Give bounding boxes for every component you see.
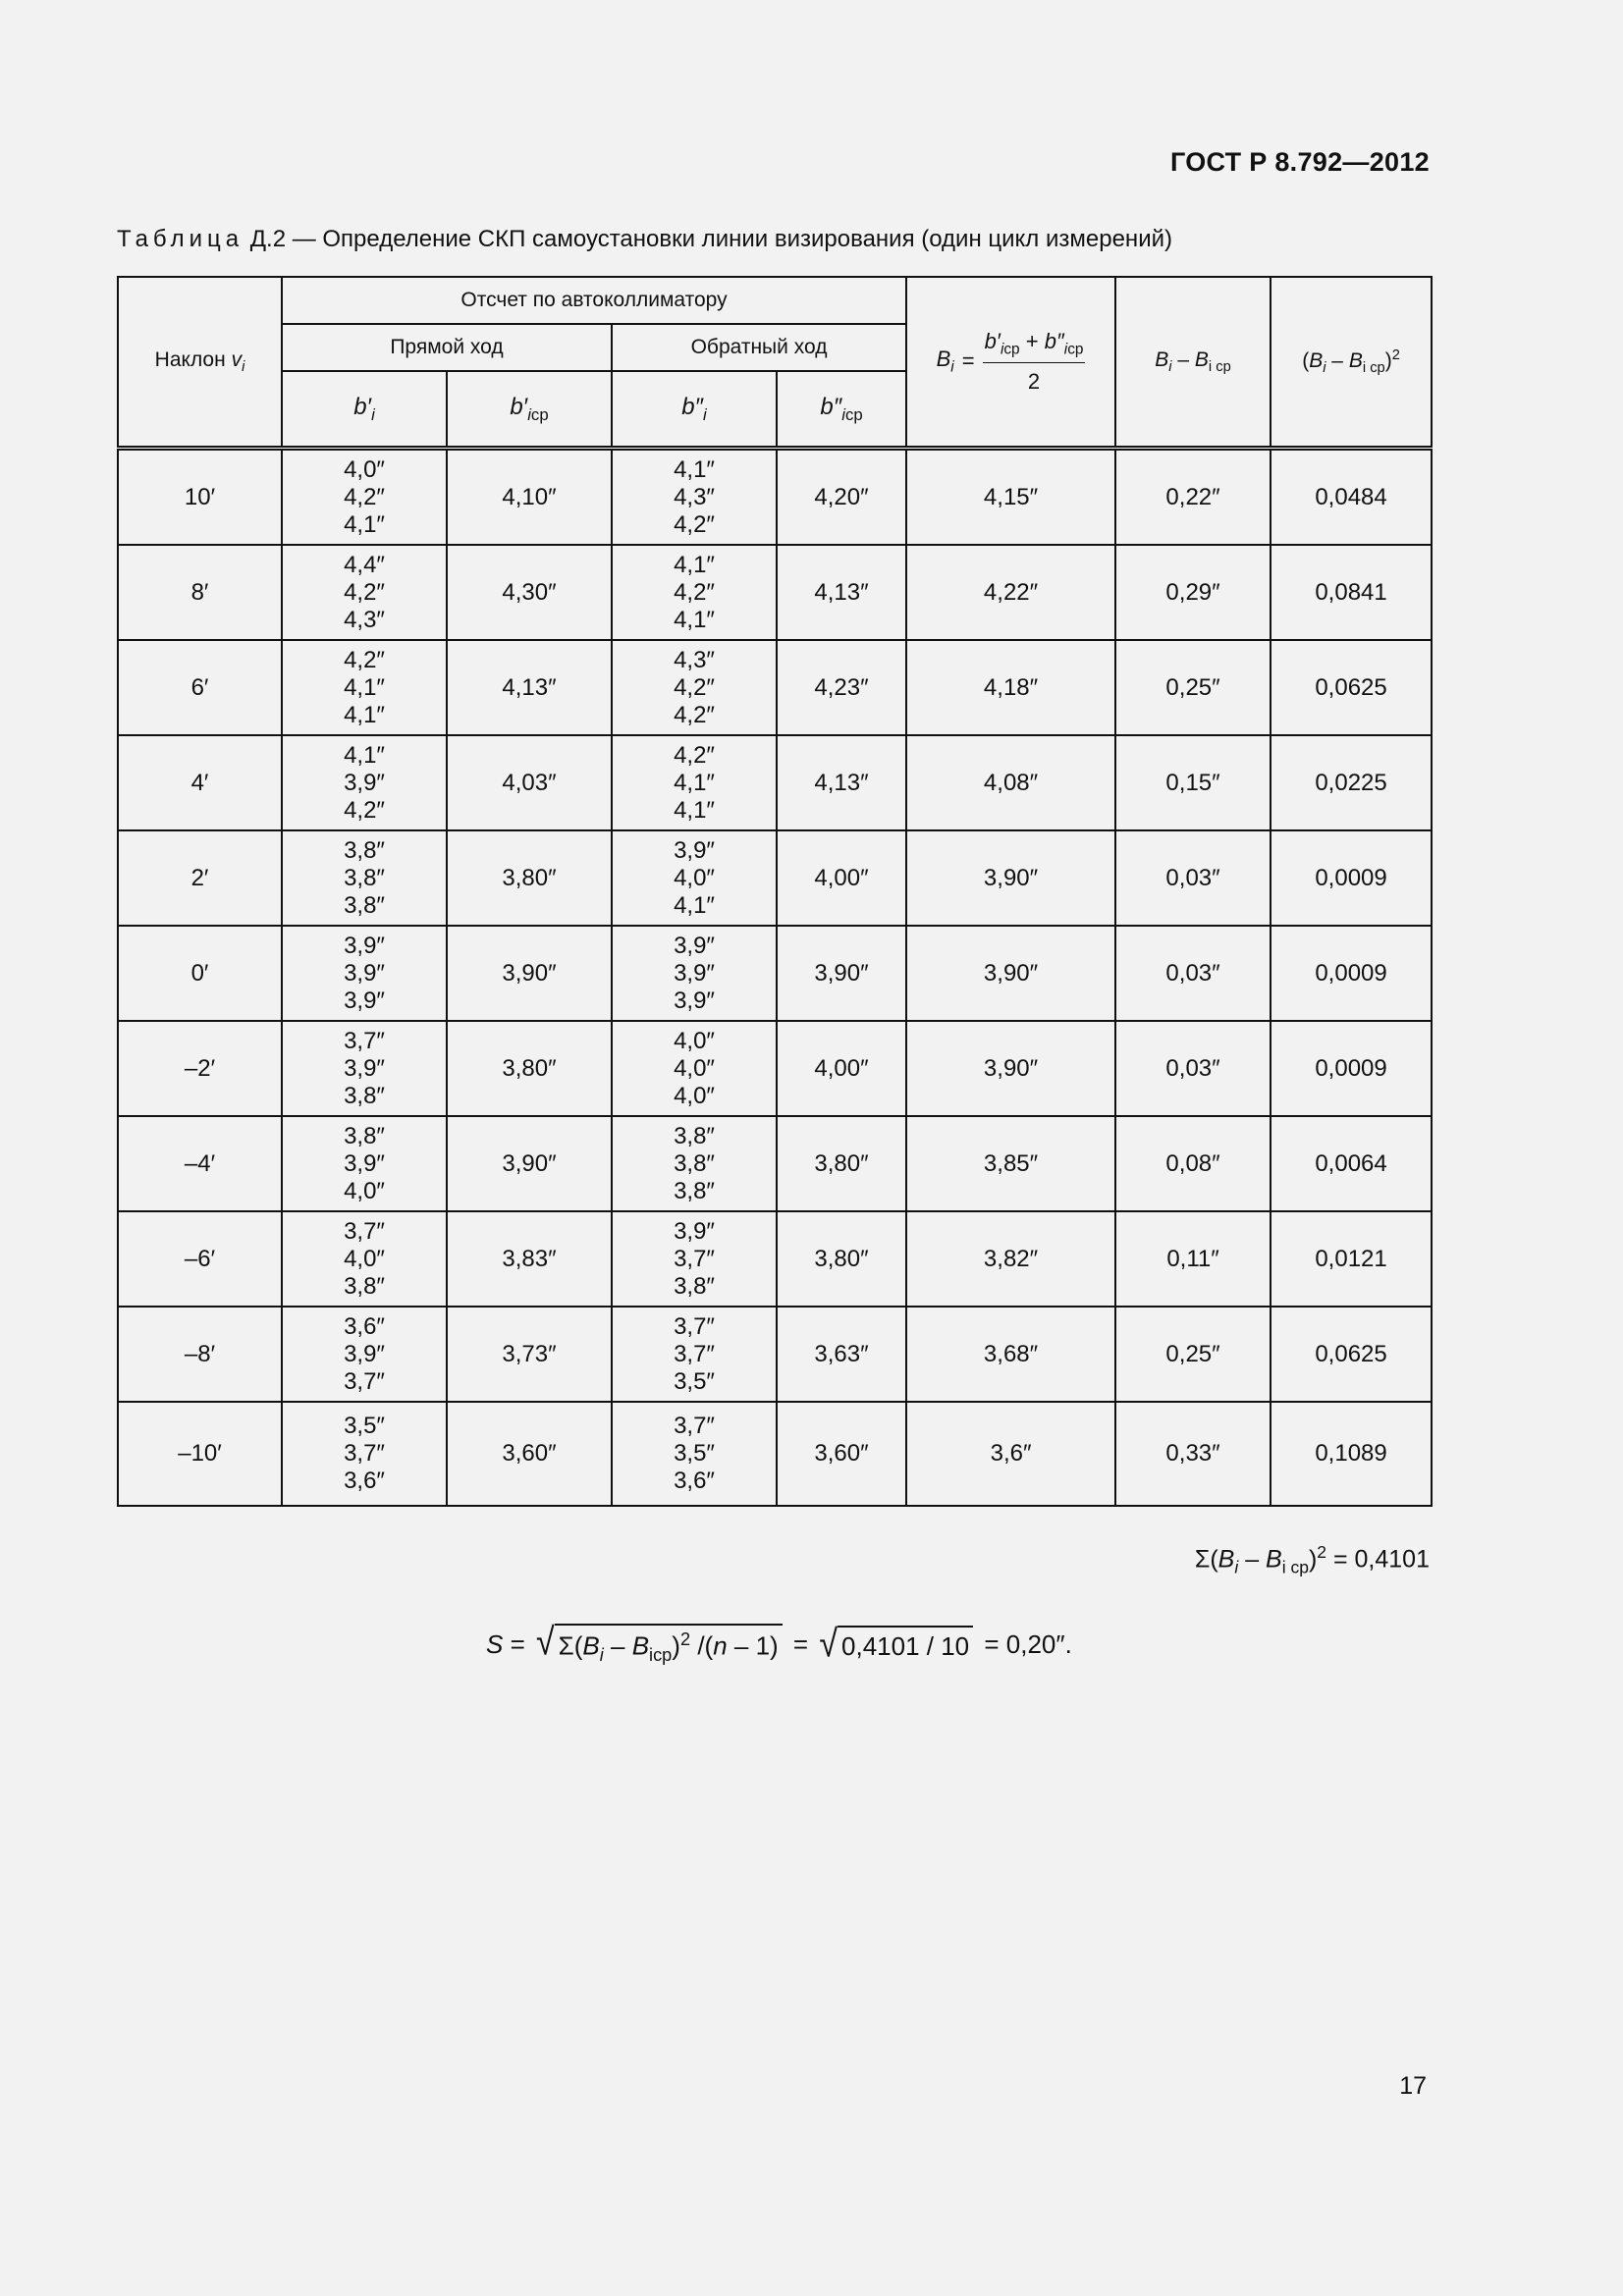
cell-bi: 4,22″ bbox=[906, 545, 1115, 640]
cell-b-prime-readings bbox=[282, 449, 447, 546]
cell-diff: 0,33″ bbox=[1115, 1402, 1271, 1506]
cell-bi: 3,85″ bbox=[906, 1116, 1115, 1211]
cell-b-dprime-avg: 4,13″ bbox=[777, 545, 906, 640]
reading-value: 3,5″ bbox=[674, 1440, 715, 1467]
cell-bi: 4,15″ bbox=[906, 449, 1115, 546]
reading-value: 4,3″ bbox=[674, 483, 715, 510]
cell-b-dprime-readings bbox=[612, 640, 777, 735]
table-caption bbox=[117, 226, 1172, 253]
reading-value: 4,0″ bbox=[344, 1177, 385, 1204]
reading-value: 3,8″ bbox=[344, 891, 385, 919]
reading-value: 3,7″ bbox=[674, 1413, 715, 1439]
table-row bbox=[118, 1116, 1432, 1211]
reading-value: 4,1″ bbox=[344, 701, 385, 728]
reading-value: 3,6″ bbox=[344, 1312, 385, 1340]
cell-b-prime-readings bbox=[282, 545, 447, 640]
cell-b-dprime-avg: 4,00″ bbox=[777, 830, 906, 926]
cell-b-dprime-readings bbox=[612, 545, 777, 640]
standard-header: ГОСТ Р 8.792—2012 bbox=[1169, 147, 1430, 177]
cell-b-prime-readings bbox=[282, 830, 447, 926]
reading-value: 4,1″ bbox=[674, 796, 715, 824]
table-row bbox=[118, 1402, 1432, 1506]
cell-squared: 0,0121 bbox=[1271, 1211, 1432, 1307]
cell-bi: 3,6″ bbox=[906, 1402, 1115, 1506]
cell-b-prime-readings bbox=[282, 735, 447, 830]
reading-value: 4,1″ bbox=[674, 891, 715, 919]
reading-value: 3,9″ bbox=[674, 987, 715, 1014]
header-bi-formula: $B_i$ = $\frac{b'_{iср} + b''_{iср}}{2}$ bbox=[906, 277, 1115, 449]
cell-b-prime-readings bbox=[282, 1211, 447, 1307]
table-row bbox=[118, 640, 1432, 735]
cell-squared: 0,0009 bbox=[1271, 830, 1432, 926]
cell-b-prime-readings bbox=[282, 1021, 447, 1116]
s-formula: S = √ $\Sigma(B_i - B_{iср})^2$ /(n – 1) = √ 0,4101 / 10 = 0,20″. bbox=[486, 1620, 1072, 1667]
header-squared: $(B_i - B_{i ср})^2$ bbox=[1271, 277, 1432, 449]
reading-value: 3,8″ bbox=[344, 1122, 385, 1149]
cell-squared: 0,0064 bbox=[1271, 1116, 1432, 1211]
reading-value: 3,6″ bbox=[674, 1468, 715, 1494]
cell-tilt: –4′ bbox=[118, 1116, 282, 1211]
cell-b-prime-avg: 3,90″ bbox=[447, 1116, 612, 1211]
reading-value: 3,7″ bbox=[674, 1312, 715, 1340]
cell-squared: 0,0009 bbox=[1271, 926, 1432, 1021]
radical-2: √ 0,4101 / 10 bbox=[819, 1626, 973, 1663]
header-b-dprime-avg: $b''_{iср}$ bbox=[777, 371, 906, 449]
table-row bbox=[118, 1211, 1432, 1307]
reading-value: 3,8″ bbox=[344, 836, 385, 864]
caption-word: Таблица bbox=[117, 226, 244, 252]
cell-b-prime-readings bbox=[282, 1116, 447, 1211]
cell-b-prime-readings bbox=[282, 1402, 447, 1506]
sum-of-squares: $\Sigma(B_i - B_{i ср})^2 = 0,4101$ bbox=[1194, 1542, 1430, 1577]
cell-tilt: 8′ bbox=[118, 545, 282, 640]
reading-value: 3,9″ bbox=[674, 836, 715, 864]
header-tilt: Наклон $v_i$ bbox=[118, 277, 282, 449]
cell-b-dprime-readings bbox=[612, 1211, 777, 1307]
table-row bbox=[118, 1021, 1432, 1116]
cell-tilt: –8′ bbox=[118, 1307, 282, 1402]
reading-value: 3,7″ bbox=[344, 1027, 385, 1054]
cell-diff: 0,22″ bbox=[1115, 449, 1271, 546]
cell-b-dprime-readings bbox=[612, 1116, 777, 1211]
cell-diff: 0,03″ bbox=[1115, 830, 1271, 926]
reading-value: 3,9″ bbox=[344, 1054, 385, 1082]
cell-b-dprime-readings bbox=[612, 449, 777, 546]
reading-value: 3,8″ bbox=[344, 1272, 385, 1300]
cell-diff: 0,08″ bbox=[1115, 1116, 1271, 1211]
header-b-prime: $b'_i$ bbox=[282, 371, 447, 449]
cell-b-prime-readings bbox=[282, 640, 447, 735]
table-row bbox=[118, 545, 1432, 640]
cell-bi: 3,68″ bbox=[906, 1307, 1115, 1402]
cell-squared: 0,0009 bbox=[1271, 1021, 1432, 1116]
header-autocollimator: Отсчет по автоколлиматору bbox=[282, 277, 906, 324]
reading-value: 4,2″ bbox=[674, 673, 715, 701]
cell-b-dprime-avg: 3,60″ bbox=[777, 1402, 906, 1506]
reading-value: 4,2″ bbox=[344, 646, 385, 673]
cell-b-prime-avg: 3,90″ bbox=[447, 926, 612, 1021]
page-number: 17 bbox=[1399, 2072, 1427, 2100]
cell-diff: 0,15″ bbox=[1115, 735, 1271, 830]
reading-value: 4,1″ bbox=[674, 551, 715, 578]
reading-value: 3,8″ bbox=[344, 1082, 385, 1109]
reading-value: 3,9″ bbox=[344, 932, 385, 959]
cell-b-dprime-avg: 4,23″ bbox=[777, 640, 906, 735]
reading-value: 3,6″ bbox=[344, 1468, 385, 1494]
reading-value: 4,1″ bbox=[674, 769, 715, 796]
cell-tilt: 4′ bbox=[118, 735, 282, 830]
cell-b-dprime-avg: 3,80″ bbox=[777, 1211, 906, 1307]
cell-tilt: 10′ bbox=[118, 449, 282, 546]
reading-value: 3,7″ bbox=[344, 1440, 385, 1467]
radical-1: √ $\Sigma(B_i - B_{iср})^2$ /(n – 1) bbox=[536, 1624, 783, 1666]
cell-squared: 0,0625 bbox=[1271, 640, 1432, 735]
cell-b-prime-avg: 4,10″ bbox=[447, 449, 612, 546]
reading-value: 4,1″ bbox=[344, 510, 385, 538]
cell-b-dprime-readings bbox=[612, 1402, 777, 1506]
reading-value: 3,5″ bbox=[674, 1367, 715, 1395]
table-row bbox=[118, 735, 1432, 830]
cell-b-prime-avg: 4,30″ bbox=[447, 545, 612, 640]
cell-diff: 0,03″ bbox=[1115, 926, 1271, 1021]
reading-value: 3,5″ bbox=[344, 1413, 385, 1439]
cell-b-prime-avg: 3,60″ bbox=[447, 1402, 612, 1506]
cell-tilt: 6′ bbox=[118, 640, 282, 735]
cell-squared: 0,0625 bbox=[1271, 1307, 1432, 1402]
cell-b-dprime-avg: 4,20″ bbox=[777, 449, 906, 546]
reading-value: 3,7″ bbox=[674, 1245, 715, 1272]
cell-squared: 0,1089 bbox=[1271, 1402, 1432, 1506]
cell-b-dprime-avg: 4,13″ bbox=[777, 735, 906, 830]
reading-value: 3,8″ bbox=[674, 1122, 715, 1149]
cell-b-dprime-avg: 3,80″ bbox=[777, 1116, 906, 1211]
cell-diff: 0,11″ bbox=[1115, 1211, 1271, 1307]
cell-b-prime-avg: 3,80″ bbox=[447, 1021, 612, 1116]
reading-value: 4,1″ bbox=[344, 741, 385, 769]
reading-value: 4,2″ bbox=[344, 483, 385, 510]
reading-value: 4,2″ bbox=[674, 510, 715, 538]
reading-value: 3,9″ bbox=[344, 1149, 385, 1177]
reading-value: 3,8″ bbox=[674, 1272, 715, 1300]
cell-b-dprime-readings bbox=[612, 926, 777, 1021]
reading-value: 3,7″ bbox=[674, 1340, 715, 1367]
reading-value: 4,2″ bbox=[674, 578, 715, 606]
cell-b-prime-avg: 3,80″ bbox=[447, 830, 612, 926]
reading-value: 4,1″ bbox=[674, 455, 715, 483]
reading-value: 3,7″ bbox=[344, 1217, 385, 1245]
cell-b-prime-avg: 4,13″ bbox=[447, 640, 612, 735]
cell-b-dprime-avg: 3,90″ bbox=[777, 926, 906, 1021]
reading-value: 4,2″ bbox=[674, 701, 715, 728]
cell-squared: 0,0841 bbox=[1271, 545, 1432, 640]
reading-value: 4,0″ bbox=[674, 1027, 715, 1054]
cell-bi: 3,90″ bbox=[906, 926, 1115, 1021]
caption-text: Д.2 — Определение СКП самоустановки линии визирования (один цикл измерений) bbox=[249, 226, 1172, 252]
reading-value: 4,4″ bbox=[344, 551, 385, 578]
table-row bbox=[118, 926, 1432, 1021]
cell-b-prime-avg: 3,83″ bbox=[447, 1211, 612, 1307]
header-forward: Прямой ход bbox=[282, 324, 612, 371]
cell-b-dprime-readings bbox=[612, 735, 777, 830]
cell-b-dprime-readings bbox=[612, 1307, 777, 1402]
reading-value: 3,9″ bbox=[344, 959, 385, 987]
cell-tilt: –2′ bbox=[118, 1021, 282, 1116]
cell-b-prime-readings bbox=[282, 1307, 447, 1402]
cell-bi: 3,90″ bbox=[906, 1021, 1115, 1116]
reading-value: 4,2″ bbox=[344, 578, 385, 606]
cell-b-dprime-avg: 3,63″ bbox=[777, 1307, 906, 1402]
reading-value: 3,9″ bbox=[674, 1217, 715, 1245]
cell-bi: 4,08″ bbox=[906, 735, 1115, 830]
cell-squared: 0,0225 bbox=[1271, 735, 1432, 830]
reading-value: 3,9″ bbox=[674, 959, 715, 987]
cell-tilt: –10′ bbox=[118, 1402, 282, 1506]
cell-bi: 3,82″ bbox=[906, 1211, 1115, 1307]
reading-value: 3,9″ bbox=[344, 987, 385, 1014]
reading-value: 3,8″ bbox=[674, 1177, 715, 1204]
cell-bi: 3,90″ bbox=[906, 830, 1115, 926]
reading-value: 4,3″ bbox=[344, 606, 385, 633]
cell-diff: 0,29″ bbox=[1115, 545, 1271, 640]
table-row bbox=[118, 449, 1432, 546]
reading-value: 3,8″ bbox=[674, 1149, 715, 1177]
cell-tilt: 2′ bbox=[118, 830, 282, 926]
cell-b-prime-readings bbox=[282, 926, 447, 1021]
reading-value: 3,7″ bbox=[344, 1367, 385, 1395]
table-row bbox=[118, 1307, 1432, 1402]
cell-diff: 0,25″ bbox=[1115, 640, 1271, 735]
cell-diff: 0,25″ bbox=[1115, 1307, 1271, 1402]
header-diff: $B_i - B_{i ср}$ bbox=[1115, 277, 1271, 449]
reading-value: 3,8″ bbox=[344, 864, 385, 891]
header-backward: Обратный ход bbox=[612, 324, 906, 371]
reading-value: 3,9″ bbox=[344, 769, 385, 796]
reading-value: 4,3″ bbox=[674, 646, 715, 673]
cell-b-dprime-avg: 4,00″ bbox=[777, 1021, 906, 1116]
cell-bi: 4,18″ bbox=[906, 640, 1115, 735]
cell-squared: 0,0484 bbox=[1271, 449, 1432, 546]
reading-value: 4,0″ bbox=[674, 1082, 715, 1109]
cell-tilt: –6′ bbox=[118, 1211, 282, 1307]
header-b-prime-avg: $b'_{iср}$ bbox=[447, 371, 612, 449]
reading-value: 3,9″ bbox=[344, 1340, 385, 1367]
reading-value: 4,2″ bbox=[674, 741, 715, 769]
cell-b-dprime-readings bbox=[612, 830, 777, 926]
reading-value: 4,0″ bbox=[344, 1245, 385, 1272]
cell-b-prime-avg: 4,03″ bbox=[447, 735, 612, 830]
reading-value: 3,9″ bbox=[674, 932, 715, 959]
reading-value: 4,0″ bbox=[674, 1054, 715, 1082]
cell-b-prime-avg: 3,73″ bbox=[447, 1307, 612, 1402]
cell-b-dprime-readings bbox=[612, 1021, 777, 1116]
data-table bbox=[117, 276, 1433, 1507]
reading-value: 4,0″ bbox=[344, 455, 385, 483]
cell-tilt: 0′ bbox=[118, 926, 282, 1021]
reading-value: 4,1″ bbox=[674, 606, 715, 633]
header-b-dprime: $b''_i$ bbox=[612, 371, 777, 449]
reading-value: 4,2″ bbox=[344, 796, 385, 824]
cell-diff: 0,03″ bbox=[1115, 1021, 1271, 1116]
reading-value: 4,0″ bbox=[674, 864, 715, 891]
reading-value: 4,1″ bbox=[344, 673, 385, 701]
table-row bbox=[118, 830, 1432, 926]
